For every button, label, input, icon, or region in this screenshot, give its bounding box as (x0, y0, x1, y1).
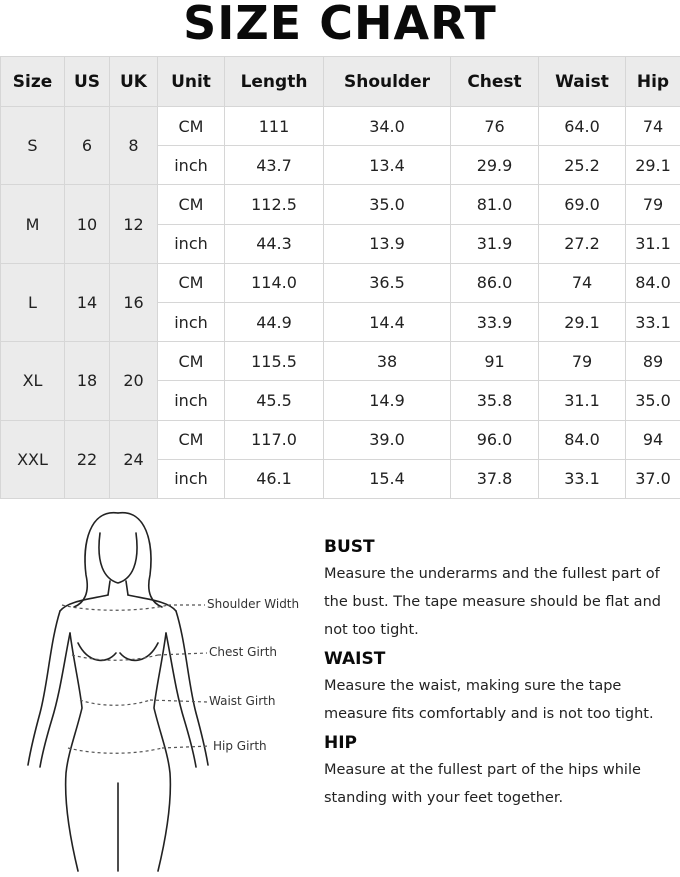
chest-cell: 37.8 (451, 459, 539, 498)
shoulder-cell: 14.9 (324, 381, 451, 420)
shoulder-cell: 38 (324, 342, 451, 381)
table-row (1, 263, 680, 302)
shoulder-cell: 13.4 (324, 146, 451, 185)
hip-cell: 37.0 (626, 459, 680, 498)
unit-cell: inch (158, 224, 225, 263)
shoulder-cell: 35.0 (324, 185, 451, 224)
waist-cell: 29.1 (539, 302, 626, 341)
hip-heading: HIP (324, 732, 674, 754)
chest-cell: 96.0 (451, 420, 539, 459)
waist-heading: WAIST (324, 648, 674, 670)
bust-heading: BUST (324, 536, 674, 558)
waist-girth-label: Waist Girth (209, 694, 275, 708)
length-cell: 44.3 (225, 224, 324, 263)
header-unit: Unit (158, 57, 225, 107)
length-cell: 46.1 (225, 459, 324, 498)
unit-cell: CM (158, 342, 225, 381)
unit-cell: CM (158, 420, 225, 459)
table-row (1, 342, 680, 381)
uk-size-cell: 12 (110, 185, 158, 263)
hip-girth-label: Hip Girth (213, 739, 267, 753)
waist-cell: 64.0 (539, 107, 626, 146)
waist-cell: 27.2 (539, 224, 626, 263)
shoulder-cell: 34.0 (324, 107, 451, 146)
hip-cell: 33.1 (626, 302, 680, 341)
size-cell: XXL (1, 420, 65, 499)
header-uk: UK (110, 57, 158, 107)
unit-cell: inch (158, 146, 225, 185)
hip-cell: 31.1 (626, 224, 680, 263)
size-cell: S (1, 107, 65, 185)
size-chart-table (0, 56, 680, 499)
shoulder-cell: 15.4 (324, 459, 451, 498)
length-cell: 111 (225, 107, 324, 146)
chest-cell: 86.0 (451, 263, 539, 302)
waist-cell: 84.0 (539, 420, 626, 459)
measurement-notes (324, 536, 674, 816)
shoulder-cell: 13.9 (324, 224, 451, 263)
waist-text: Measure the waist, making sure the tape measure fits comfortably and is not too tight. (324, 672, 674, 728)
unit-cell: inch (158, 381, 225, 420)
body-measurement-figure (20, 503, 320, 873)
shoulder-cell: 36.5 (324, 263, 451, 302)
uk-size-cell: 24 (110, 420, 158, 499)
us-size-cell: 10 (65, 185, 110, 263)
us-size-cell: 14 (65, 263, 110, 341)
woman-silhouette-icon (20, 503, 320, 873)
waist-cell: 79 (539, 342, 626, 381)
page-title: SIZE CHART (0, 0, 680, 50)
shoulder-width-label: Shoulder Width (207, 597, 299, 611)
chest-cell: 81.0 (451, 185, 539, 224)
table-row (1, 420, 680, 459)
header-size: Size (1, 57, 65, 107)
waist-cell: 25.2 (539, 146, 626, 185)
waist-cell: 69.0 (539, 185, 626, 224)
length-cell: 115.5 (225, 342, 324, 381)
unit-cell: inch (158, 459, 225, 498)
uk-size-cell: 16 (110, 263, 158, 341)
chest-cell: 33.9 (451, 302, 539, 341)
uk-size-cell: 8 (110, 107, 158, 185)
us-size-cell: 6 (65, 107, 110, 185)
hip-cell: 84.0 (626, 263, 680, 302)
shoulder-cell: 14.4 (324, 302, 451, 341)
header-us: US (65, 57, 110, 107)
header-chest: Chest (451, 57, 539, 107)
chest-cell: 91 (451, 342, 539, 381)
length-cell: 114.0 (225, 263, 324, 302)
table-row (1, 107, 680, 146)
header-hip: Hip (626, 57, 680, 107)
unit-cell: CM (158, 263, 225, 302)
hip-cell: 89 (626, 342, 680, 381)
chest-girth-label: Chest Girth (209, 645, 277, 659)
unit-cell: inch (158, 302, 225, 341)
bust-text: Measure the underarms and the fullest part of the bust. The tape measure should be flat and not too tight. (324, 560, 674, 644)
unit-cell: CM (158, 107, 225, 146)
hip-text: Measure at the fullest part of the hips while standing with your feet together. (324, 756, 674, 812)
chest-cell: 35.8 (451, 381, 539, 420)
hip-cell: 79 (626, 185, 680, 224)
us-size-cell: 22 (65, 420, 110, 499)
size-cell: M (1, 185, 65, 263)
chest-cell: 31.9 (451, 224, 539, 263)
chest-cell: 29.9 (451, 146, 539, 185)
size-cell: L (1, 263, 65, 341)
header-shoulder: Shoulder (324, 57, 451, 107)
waist-cell: 33.1 (539, 459, 626, 498)
waist-cell: 74 (539, 263, 626, 302)
length-cell: 117.0 (225, 420, 324, 459)
us-size-cell: 18 (65, 342, 110, 420)
length-cell: 44.9 (225, 302, 324, 341)
hip-cell: 74 (626, 107, 680, 146)
shoulder-cell: 39.0 (324, 420, 451, 459)
uk-size-cell: 20 (110, 342, 158, 420)
table-row (1, 185, 680, 224)
header-waist: Waist (539, 57, 626, 107)
header-length: Length (225, 57, 324, 107)
length-cell: 43.7 (225, 146, 324, 185)
hip-cell: 94 (626, 420, 680, 459)
length-cell: 45.5 (225, 381, 324, 420)
waist-cell: 31.1 (539, 381, 626, 420)
chest-cell: 76 (451, 107, 539, 146)
table-header-row (1, 57, 680, 107)
hip-cell: 35.0 (626, 381, 680, 420)
size-cell: XL (1, 342, 65, 420)
hip-cell: 29.1 (626, 146, 680, 185)
unit-cell: CM (158, 185, 225, 224)
length-cell: 112.5 (225, 185, 324, 224)
